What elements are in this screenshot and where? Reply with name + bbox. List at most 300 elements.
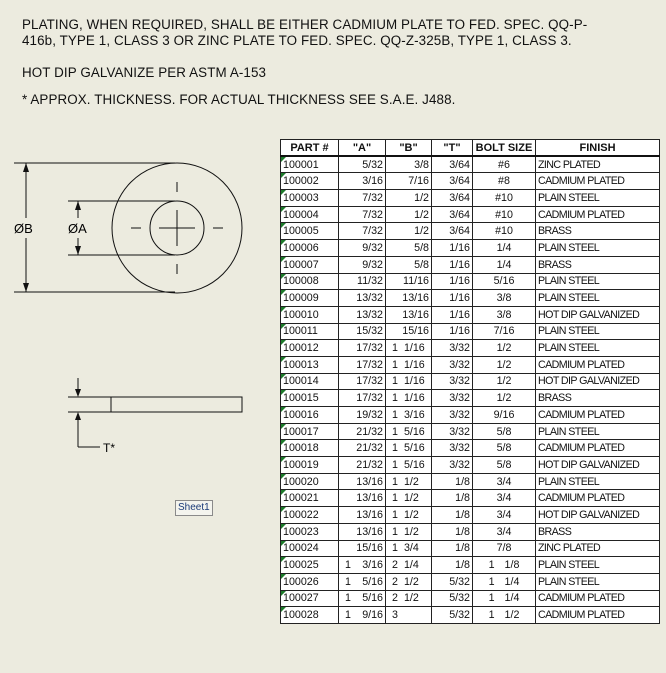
washer-drawing (0, 150, 270, 470)
dim-b-cell-fraction: 3/8 (414, 158, 429, 171)
bolt-size-cell (473, 557, 536, 574)
bolt-size-cell (473, 256, 536, 273)
bolt-size-cell-whole: 1 (488, 609, 495, 622)
table-row (281, 240, 660, 257)
dim-a-cell-fraction: 5/16 (362, 592, 383, 605)
header-a: "A" (339, 140, 386, 157)
dim-b-cell (386, 306, 432, 323)
dim-a-cell-fraction: 19/32 (356, 408, 383, 421)
table-row (281, 340, 660, 357)
bolt-size-cell (473, 290, 536, 307)
dim-b-cell-fraction: 1/2 (403, 575, 419, 588)
dim-a-cell-fraction: 9/32 (362, 241, 383, 254)
bolt-size-cell-fraction: 1/2 (496, 358, 512, 371)
dim-a-cell (339, 473, 386, 490)
dim-b-cell-whole: 2 (392, 575, 398, 588)
bolt-size-cell (473, 390, 536, 407)
bolt-size-cell-fraction: 9/16 (493, 408, 515, 421)
dim-b-cell-whole: 1 (392, 458, 398, 471)
finish-cell: PLAIN STEEL (536, 340, 660, 357)
bolt-size-cell (473, 373, 536, 390)
dim-b-cell (386, 356, 432, 373)
thickness-cell: 5/32 (432, 573, 473, 590)
dim-a-cell (339, 540, 386, 557)
part-number-cell: 100026 (281, 573, 339, 590)
dim-b-cell-whole: 1 (392, 375, 398, 388)
bolt-size-cell (473, 607, 536, 624)
dim-a-cell-fraction: 13/16 (356, 525, 383, 538)
dim-b-cell (386, 523, 432, 540)
dim-b-cell (386, 607, 432, 624)
dim-b-cell (386, 390, 432, 407)
bolt-size-cell-fraction: #10 (495, 225, 513, 238)
table-row (281, 290, 660, 307)
dim-b-cell (386, 557, 432, 574)
galvanize-note: HOT DIP GALVANIZE PER ASTM A-153 (22, 65, 267, 80)
bolt-size-cell-fraction: 7/16 (493, 325, 515, 338)
part-number-cell: 100018 (281, 440, 339, 457)
dim-a-cell (339, 423, 386, 440)
part-number-cell: 100003 (281, 190, 339, 207)
label-thickness: T* (103, 441, 115, 455)
dim-b-cell-whole: 1 (392, 442, 398, 455)
dim-a-cell (339, 607, 386, 624)
dim-a-cell-fraction: 13/16 (356, 475, 383, 488)
bolt-size-cell-fraction: 3/8 (496, 308, 512, 321)
thickness-cell: 1/8 (432, 523, 473, 540)
bolt-size-cell-fraction: 1/2 (496, 375, 512, 388)
dim-b-cell (386, 423, 432, 440)
finish-cell: PLAIN STEEL (536, 273, 660, 290)
bolt-size-cell-fraction: 1/4 (496, 258, 512, 271)
dim-b-cell (386, 256, 432, 273)
table-row (281, 356, 660, 373)
thickness-cell: 1/16 (432, 290, 473, 307)
dim-a-cell-fraction: 13/16 (356, 492, 383, 505)
bolt-size-cell (473, 590, 536, 607)
dim-a-cell-whole: 1 (345, 559, 351, 572)
dim-b-cell (386, 490, 432, 507)
table-row (281, 256, 660, 273)
finish-cell: PLAIN STEEL (536, 290, 660, 307)
dim-a-cell-fraction: 13/32 (356, 308, 383, 321)
bolt-size-cell-fraction: 1/2 (496, 392, 512, 405)
part-number-cell: 100017 (281, 423, 339, 440)
bolt-size-cell (473, 240, 536, 257)
table-row (281, 607, 660, 624)
bolt-size-cell (473, 407, 536, 424)
dim-b-cell (386, 340, 432, 357)
thickness-cell: 5/32 (432, 590, 473, 607)
dim-a-cell-fraction: 21/32 (356, 442, 383, 455)
finish-cell: HOT DIP GALVANIZED (536, 306, 660, 323)
dim-a-cell-fraction: 15/16 (356, 542, 383, 555)
table-row (281, 440, 660, 457)
table-row (281, 306, 660, 323)
bolt-size-cell (473, 423, 536, 440)
washer-spec-table (280, 139, 660, 624)
finish-cell: PLAIN STEEL (536, 473, 660, 490)
washer-side-view (111, 397, 242, 412)
thickness-cell: 1/8 (432, 557, 473, 574)
finish-cell: CADMIUM PLATED (536, 407, 660, 424)
dim-a-cell-fraction: 17/32 (356, 392, 383, 405)
bolt-size-cell-fraction: #8 (498, 175, 510, 188)
finish-cell: PLAIN STEEL (536, 323, 660, 340)
dim-b-cell-whole: 2 (392, 559, 398, 572)
finish-cell: CADMIUM PLATED (536, 206, 660, 223)
dim-a-cell-fraction: 17/32 (356, 375, 383, 388)
dim-b-cell-fraction: 13/16 (402, 308, 429, 321)
bolt-size-cell (473, 340, 536, 357)
bolt-size-cell (473, 507, 536, 524)
table-row (281, 273, 660, 290)
dim-b-cell-fraction: 1/2 (414, 225, 429, 238)
dim-a-cell-whole: 1 (345, 575, 351, 588)
bolt-size-cell (473, 473, 536, 490)
part-number-cell: 100023 (281, 523, 339, 540)
bolt-size-cell (473, 190, 536, 207)
dim-a-cell-whole: 1 (345, 592, 351, 605)
finish-cell: CADMIUM PLATED (536, 440, 660, 457)
thickness-cell: 3/32 (432, 390, 473, 407)
bolt-size-cell-fraction: 1/2 (496, 342, 512, 355)
thickness-cell: 1/8 (432, 540, 473, 557)
part-number-cell: 100007 (281, 256, 339, 273)
dim-b-cell (386, 206, 432, 223)
thickness-cell: 3/64 (432, 206, 473, 223)
dim-b-cell (386, 240, 432, 257)
dim-b-cell-whole: 1 (392, 358, 398, 371)
thickness-cell: 3/64 (432, 173, 473, 190)
thickness-cell: 1/16 (432, 240, 473, 257)
part-number-cell: 100020 (281, 473, 339, 490)
finish-cell: CADMIUM PLATED (536, 607, 660, 624)
label-diameter-a: ØA (68, 221, 87, 236)
header-b: "B" (386, 140, 432, 157)
dim-b-cell (386, 223, 432, 240)
table-row (281, 323, 660, 340)
dim-b-cell (386, 457, 432, 474)
dim-b-cell (386, 290, 432, 307)
dim-b-cell-fraction: 5/16 (403, 458, 425, 471)
part-number-cell: 100002 (281, 173, 339, 190)
header-finish: FINISH (536, 140, 660, 157)
table-row (281, 156, 660, 173)
finish-cell: CADMIUM PLATED (536, 490, 660, 507)
dim-b-cell-fraction: 5/16 (403, 442, 425, 455)
table-row (281, 206, 660, 223)
bolt-size-cell-whole: 1 (488, 575, 495, 588)
part-number-cell: 100001 (281, 156, 339, 173)
dim-b-cell-fraction: 1/2 (414, 208, 429, 221)
bolt-size-cell (473, 573, 536, 590)
dim-a-cell-fraction: 13/32 (356, 292, 383, 305)
table-row (281, 457, 660, 474)
header-bolt-size: BOLT SIZE (473, 140, 536, 157)
dim-a-cell-fraction: 7/32 (362, 191, 383, 204)
table-row (281, 407, 660, 424)
bolt-size-cell-fraction: 3/4 (496, 525, 512, 538)
dim-a-cell-fraction: 5/16 (362, 575, 383, 588)
finish-cell: ZINC PLATED (536, 156, 660, 173)
part-number-cell: 100015 (281, 390, 339, 407)
dim-b-cell (386, 440, 432, 457)
dim-a-cell (339, 373, 386, 390)
dim-a-cell-whole: 1 (345, 609, 351, 622)
dim-b-cell-fraction: 5/8 (414, 241, 429, 254)
dim-b-cell-whole: 3 (392, 609, 398, 622)
dim-b-cell-fraction: 1/4 (403, 559, 419, 572)
dim-a-cell (339, 523, 386, 540)
thickness-cell: 3/64 (432, 223, 473, 240)
part-number-cell: 100006 (281, 240, 339, 257)
dim-a-cell (339, 356, 386, 373)
part-number-cell: 100016 (281, 407, 339, 424)
bolt-size-cell (473, 540, 536, 557)
thickness-cell: 1/8 (432, 490, 473, 507)
dim-b-cell-whole: 1 (392, 342, 398, 355)
part-number-cell: 100022 (281, 507, 339, 524)
table-row (281, 373, 660, 390)
dim-a-cell-fraction: 17/32 (356, 358, 383, 371)
bolt-size-cell (473, 306, 536, 323)
dim-b-cell (386, 590, 432, 607)
bolt-size-cell-whole: 1 (488, 592, 495, 605)
dim-b-cell (386, 273, 432, 290)
plating-note-line2: 416b, TYPE 1, CLASS 3 OR ZINC PLATE TO FED. SPEC. QQ-Z-325B, TYPE 1, CLASS 3. (22, 33, 572, 48)
plating-note-line1: PLATING, WHEN REQUIRED, SHALL BE EITHER CADMIUM PLATE TO FED. SPEC. QQ-P- (22, 17, 588, 32)
bolt-size-cell (473, 273, 536, 290)
part-number-cell: 100009 (281, 290, 339, 307)
dim-a-cell-fraction: 3/16 (362, 175, 383, 188)
finish-cell: CADMIUM PLATED (536, 173, 660, 190)
dim-b-cell (386, 156, 432, 173)
thickness-cell: 3/32 (432, 440, 473, 457)
thickness-cell: 3/32 (432, 407, 473, 424)
dim-b-cell-whole: 1 (392, 525, 398, 538)
dim-a-cell-fraction: 7/32 (362, 225, 383, 238)
dim-a-cell (339, 440, 386, 457)
dim-b-cell-fraction: 7/16 (408, 175, 429, 188)
dim-a-cell (339, 223, 386, 240)
dim-a-cell (339, 390, 386, 407)
thickness-cell: 3/32 (432, 340, 473, 357)
finish-cell: BRASS (536, 523, 660, 540)
dim-a-cell (339, 590, 386, 607)
dim-a-cell (339, 156, 386, 173)
part-number-cell: 100027 (281, 590, 339, 607)
dim-b-cell-fraction: 1/16 (403, 342, 425, 355)
dim-a-cell (339, 206, 386, 223)
thickness-cell: 3/64 (432, 190, 473, 207)
dim-b-cell-whole: 1 (392, 425, 398, 438)
finish-cell: HOT DIP GALVANIZED (536, 373, 660, 390)
table-row (281, 473, 660, 490)
thickness-cell: 1/16 (432, 306, 473, 323)
finish-cell: PLAIN STEEL (536, 423, 660, 440)
bolt-size-cell-fraction: 1/4 (496, 241, 512, 254)
dim-a-cell-fraction: 13/16 (356, 508, 383, 521)
dim-b-cell-fraction: 3/16 (403, 408, 425, 421)
bolt-size-cell-whole: 1 (488, 559, 495, 572)
dim-b-cell-whole: 1 (392, 508, 398, 521)
dim-b-cell-fraction: 1/16 (403, 375, 425, 388)
dim-a-cell-fraction: 17/32 (356, 342, 383, 355)
dim-a-cell-fraction: 9/32 (362, 258, 383, 271)
dim-b-cell (386, 190, 432, 207)
sheet-tab[interactable]: Sheet1 (175, 500, 213, 516)
finish-cell: BRASS (536, 256, 660, 273)
part-number-cell: 100004 (281, 206, 339, 223)
bolt-size-cell-fraction: 3/8 (496, 292, 512, 305)
table-row (281, 540, 660, 557)
thickness-cell: 1/16 (432, 273, 473, 290)
table-row (281, 507, 660, 524)
dim-b-cell-fraction: 1/2 (403, 508, 419, 521)
dim-b-cell-whole: 1 (392, 492, 398, 505)
bolt-size-cell (473, 173, 536, 190)
label-diameter-b: ØB (14, 221, 33, 236)
dim-b-cell-fraction: 1/2 (403, 492, 419, 505)
dim-b-cell-fraction: 13/16 (402, 292, 429, 305)
bolt-size-cell-fraction: #10 (495, 191, 513, 204)
dim-a-cell (339, 190, 386, 207)
part-number-cell: 100013 (281, 356, 339, 373)
dim-b-cell-fraction: 1/2 (403, 475, 419, 488)
table-row (281, 490, 660, 507)
dim-b-cell (386, 173, 432, 190)
bolt-size-cell (473, 206, 536, 223)
part-number-cell: 100021 (281, 490, 339, 507)
finish-cell: CADMIUM PLATED (536, 590, 660, 607)
dim-a-cell-fraction: 21/32 (356, 458, 383, 471)
dim-b-cell-fraction: 1/16 (403, 392, 425, 405)
thickness-cell: 3/32 (432, 423, 473, 440)
thickness-cell: 1/8 (432, 507, 473, 524)
bolt-size-cell (473, 323, 536, 340)
dim-a-cell (339, 256, 386, 273)
dim-a-cell (339, 340, 386, 357)
bolt-size-cell-fraction: 5/8 (496, 442, 512, 455)
dim-a-cell (339, 240, 386, 257)
thickness-cell: 1/8 (432, 473, 473, 490)
table-row (281, 390, 660, 407)
bolt-size-cell (473, 523, 536, 540)
bolt-size-cell (473, 440, 536, 457)
dim-b-cell-fraction: 5/8 (414, 258, 429, 271)
part-number-cell: 100012 (281, 340, 339, 357)
dim-a-cell (339, 457, 386, 474)
table-row (281, 223, 660, 240)
dim-b-cell-whole: 1 (392, 542, 398, 555)
dim-a-cell (339, 290, 386, 307)
dim-a-cell-fraction: 5/32 (362, 158, 383, 171)
thickness-cell: 3/32 (432, 356, 473, 373)
part-number-cell: 100014 (281, 373, 339, 390)
dim-b-cell-whole: 1 (392, 408, 398, 421)
header-part: PART # (281, 140, 339, 157)
dim-b-cell (386, 323, 432, 340)
thickness-cell: 1/16 (432, 323, 473, 340)
dim-b-cell-fraction: 1/2 (403, 525, 419, 538)
bolt-size-cell-fraction: 5/8 (496, 458, 512, 471)
finish-cell: HOT DIP GALVANIZED (536, 507, 660, 524)
dim-a-cell (339, 557, 386, 574)
dim-a-cell-fraction: 3/16 (362, 559, 383, 572)
dim-b-cell-fraction: 1/16 (403, 358, 425, 371)
part-number-cell: 100005 (281, 223, 339, 240)
dim-a-cell (339, 573, 386, 590)
dim-b-cell-fraction: 11/16 (403, 275, 429, 288)
finish-cell: ZINC PLATED (536, 540, 660, 557)
finish-cell: CADMIUM PLATED (536, 356, 660, 373)
table-row (281, 557, 660, 574)
dim-a-cell (339, 273, 386, 290)
table-row (281, 190, 660, 207)
part-number-cell: 100011 (281, 323, 339, 340)
bolt-size-cell (473, 356, 536, 373)
table-row (281, 523, 660, 540)
table-row (281, 423, 660, 440)
bolt-size-cell (473, 457, 536, 474)
finish-cell: PLAIN STEEL (536, 557, 660, 574)
dim-a-cell-fraction: 7/32 (362, 208, 383, 221)
dim-a-cell (339, 323, 386, 340)
part-number-cell: 100028 (281, 607, 339, 624)
table-header-row (281, 140, 660, 157)
part-number-cell: 100025 (281, 557, 339, 574)
bolt-size-cell-fraction: 1/4 (504, 575, 520, 588)
header-t: "T" (432, 140, 473, 157)
bolt-size-cell-fraction: 1/4 (504, 592, 520, 605)
bolt-size-cell-fraction: 1/2 (504, 609, 520, 622)
part-number-cell: 100008 (281, 273, 339, 290)
table-row (281, 173, 660, 190)
dim-b-cell-whole: 1 (392, 392, 398, 405)
dim-a-cell (339, 507, 386, 524)
dim-b-cell-fraction: 1/2 (403, 592, 419, 605)
dim-a-cell-fraction: 11/32 (357, 275, 383, 288)
dim-b-cell-fraction: 5/16 (403, 425, 425, 438)
bolt-size-cell-fraction: 7/8 (496, 542, 512, 555)
thickness-cell: 3/64 (432, 156, 473, 173)
dim-b-cell-whole: 1 (392, 475, 398, 488)
dim-b-cell (386, 507, 432, 524)
bolt-size-cell-fraction: 3/4 (496, 492, 512, 505)
bolt-size-cell (473, 156, 536, 173)
dim-b-cell (386, 473, 432, 490)
dim-a-cell-fraction: 15/32 (356, 325, 383, 338)
dim-a-cell (339, 173, 386, 190)
thickness-cell: 5/32 (432, 607, 473, 624)
dim-a-cell (339, 490, 386, 507)
dim-a-cell-fraction: 9/16 (362, 609, 383, 622)
part-number-cell: 100019 (281, 457, 339, 474)
dim-b-cell-whole: 2 (392, 592, 398, 605)
dim-b-cell-fraction: 3/4 (403, 542, 419, 555)
finish-cell: BRASS (536, 223, 660, 240)
bolt-size-cell-fraction: 3/4 (496, 475, 512, 488)
table-row (281, 590, 660, 607)
finish-cell: BRASS (536, 390, 660, 407)
dim-b-cell-fraction: 15/16 (402, 325, 429, 338)
finish-cell: PLAIN STEEL (536, 240, 660, 257)
bolt-size-cell-fraction: 5/8 (496, 425, 512, 438)
dim-b-cell (386, 573, 432, 590)
dim-a-cell (339, 407, 386, 424)
dim-a-cell (339, 306, 386, 323)
